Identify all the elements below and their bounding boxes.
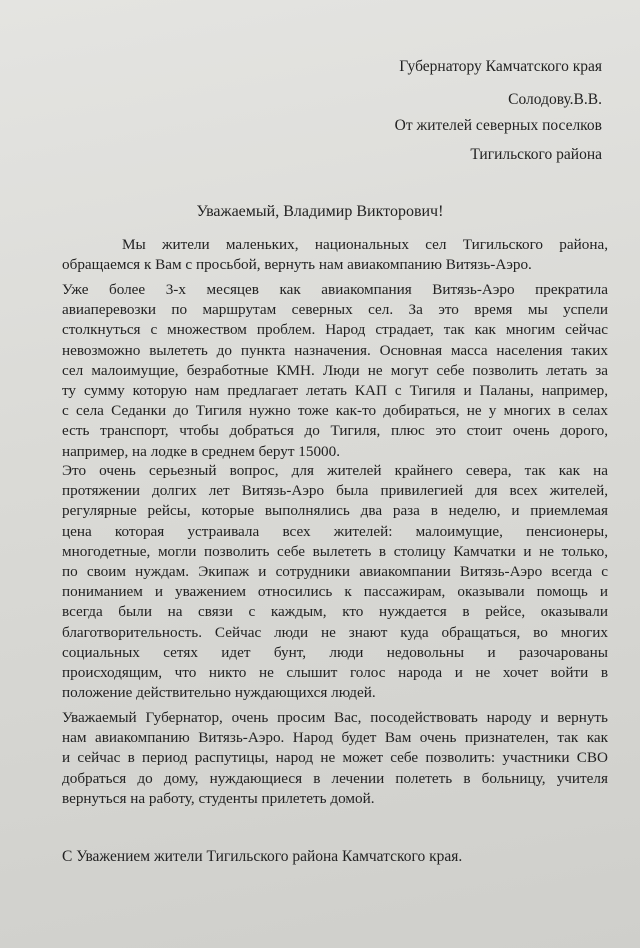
text-line: многодетные, могли позволить себе вылететь в столицу Камчатки и не только, — [62, 542, 608, 560]
text-line: невозможно вылететь до пункта назначения. Основная масса населения таких — [62, 341, 608, 359]
text-line: Это очень серьезный вопрос, для жителей крайнего севера, так как на — [62, 462, 608, 479]
text-line: всегда были на связи с каждым, кто нуждается в рейсе, оказывали — [62, 603, 608, 621]
text-line: с села Седанки до Тигиля нужно тоже как-то добираться, не у многих в селах — [62, 402, 608, 420]
paragraph-3 — [62, 461, 608, 703]
text-line: пониманием и уважением относились к пассажирам, оказывали помощь и — [62, 583, 608, 601]
text-line: и сейчас в период распутицы, народ не может себе позволить: участники СВО — [62, 749, 608, 767]
text-line: например, на лодке в среднем берут 15000. — [62, 442, 341, 460]
paragraph-1 — [62, 235, 608, 275]
addressee-line: Тигильского района — [470, 146, 602, 163]
text-line: регулярные рейсы, которые выполнялись два раза в неделю, и приемлемая — [62, 502, 608, 520]
text-line: Мы жители маленьких, национальных сел Тигильского района, — [122, 236, 608, 253]
text-line: есть транспорт, чтобы добраться до Тигиля, плюс это стоит очень дорого, — [62, 422, 608, 440]
paragraph-4 — [62, 708, 608, 809]
paragraph-2 — [62, 280, 608, 462]
text-line: обращаемся к Вам с просьбой, вернуть нам авиакомпанию Витязь-Аэро. — [62, 256, 532, 274]
text-line: ту сумму которую нам предлагает летать КАП с Тигиля и Паланы, например, — [62, 381, 608, 399]
text-line: по своим нуждам. Экипаж и сотрудники авиакомпании Витязь-Аэро всегда с — [62, 562, 608, 580]
text-line: социальных сетях идет бунт, люди недовольны и разочарованы — [62, 643, 608, 661]
text-line: нам авиакомпанию Витязь-Аэро. Народ будет Вам очень признателен, так как — [62, 729, 608, 747]
text-line: сел малоимущие, безработные КМН. Люди не могут себе позволить летать за — [62, 361, 608, 379]
text-line: Уважаемый Губернатор, очень просим Вас, посодействовать народу и вернуть — [62, 709, 608, 726]
text-line: цена которая устраивала всех жителей: малоимущие, пенсионеры, — [62, 522, 608, 540]
text-line: добраться до дому, нуждающиеся в лечении полететь в больницу, учителя — [62, 769, 608, 787]
text-line: вернуться на работу, студенты прилететь домой. — [62, 789, 375, 807]
text-line: происходящим, что никто не слышит голос народа и не хочет войти в — [62, 663, 608, 681]
addressee-line: Губернатору Камчатского края — [399, 58, 602, 75]
text-line: авиаперевозки по маршрутам северных сел. За это время мы успели — [62, 301, 608, 319]
text-line: положение действительно нуждающихся людей. — [62, 684, 376, 702]
text-line: протяжении долгих лет Витязь-Аэро была привилегией для всех жителей, — [62, 482, 608, 500]
text-line: столкнуться с множеством проблем. Народ страдает, так как многим сейчас — [62, 321, 608, 339]
greeting: Уважаемый, Владимир Викторович! — [196, 203, 444, 220]
addressee-line: Солодову.В.В. — [508, 91, 602, 108]
text-line: благотворительность. Сейчас люди не знают куда обращаться, во многих — [62, 623, 608, 641]
signoff: С Уважением жители Тигильского района Камчатского края. — [62, 848, 463, 865]
text-line: Уже более 3-х месяцев как авиакомпания Витязь-Аэро прекратила — [62, 281, 608, 298]
addressee-line: От жителей северных поселков — [394, 117, 602, 134]
